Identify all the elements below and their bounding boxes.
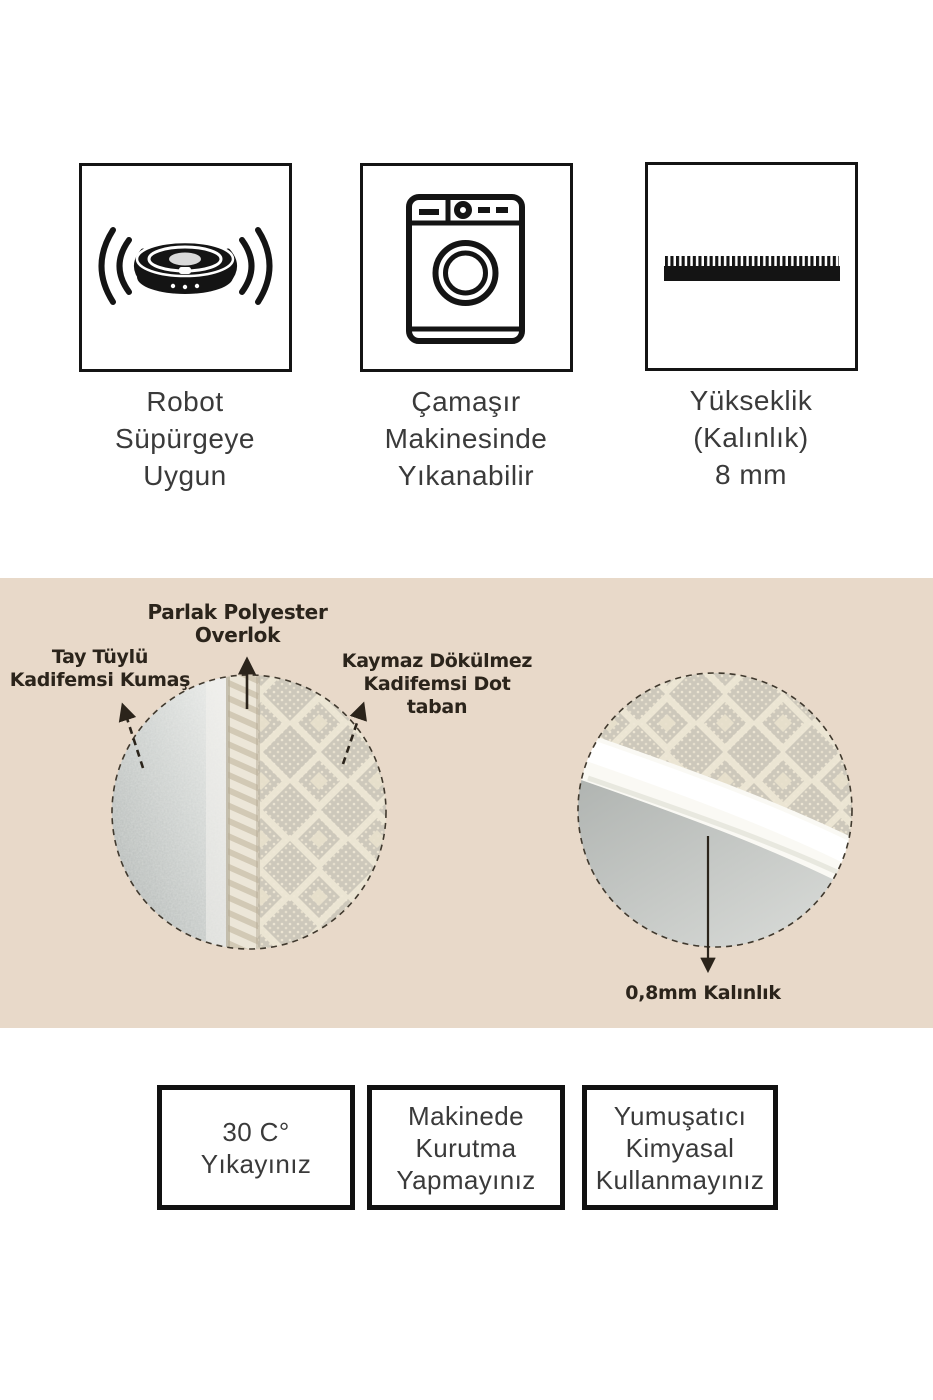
care-line: Kurutma [415,1132,517,1163]
care-box-no-softener [582,1085,778,1210]
care-line: Kullanmayınız [595,1164,765,1195]
feature-robot-vacuum [55,163,315,494]
material-detail-section [0,578,933,1028]
care-line: Yumuşatıcı [613,1100,747,1131]
fabric-note-line: Kadifemsi Kumaş [9,669,191,691]
base-note-line: Kadifemsi Dot taban [363,673,511,718]
feature-label-line: (Kalınlık) [693,422,809,453]
care-box-no-tumble-dry [367,1085,565,1210]
feature-machine-washable [336,163,596,494]
care-line: Yıkayınız [200,1148,312,1179]
feature-pile-height [621,162,881,493]
washing-machine-icon [360,163,573,372]
feature-label-line: Çamaşır [411,386,521,417]
care-line: 30 C° [222,1116,290,1147]
pile-height-icon-svg [648,165,855,368]
base-closeup-photo [575,670,866,955]
feature-label-line: Yıkanabilir [397,460,535,491]
feature-label-line: Robot [146,386,224,417]
robot-vacuum-icon-svg [82,166,289,369]
feature-label-washable [336,383,596,494]
care-line: Makinede [408,1100,524,1131]
base-note [332,650,542,719]
feature-label-line: Yükseklik [689,385,813,416]
washing-machine-icon-svg [363,166,570,369]
care-line: Yapmayınız [396,1164,536,1195]
thickness-note-text: 0,8mm Kalınlık [625,982,781,1004]
pile-height-icon [645,162,858,371]
feature-label-line: Uygun [143,460,227,491]
feature-label-height [621,382,881,493]
feature-label-robot [55,383,315,494]
care-line: Kimyasal [625,1132,735,1163]
thickness-note [598,982,808,1005]
base-note-line: Kaymaz Dökülmez [341,650,533,672]
care-box-wash-30 [157,1085,355,1210]
fabric-note [5,646,195,692]
overlock-note [115,601,360,647]
fabric-note-line: Tay Tüylü [51,646,149,668]
feature-label-line: Süpürgeye [115,423,255,454]
overlock-note-text: Parlak Polyester Overlok [147,600,328,647]
robot-vacuum-icon [79,163,292,372]
feature-label-line: Makinesinde [384,423,548,454]
feature-label-line: 8 mm [715,459,787,490]
